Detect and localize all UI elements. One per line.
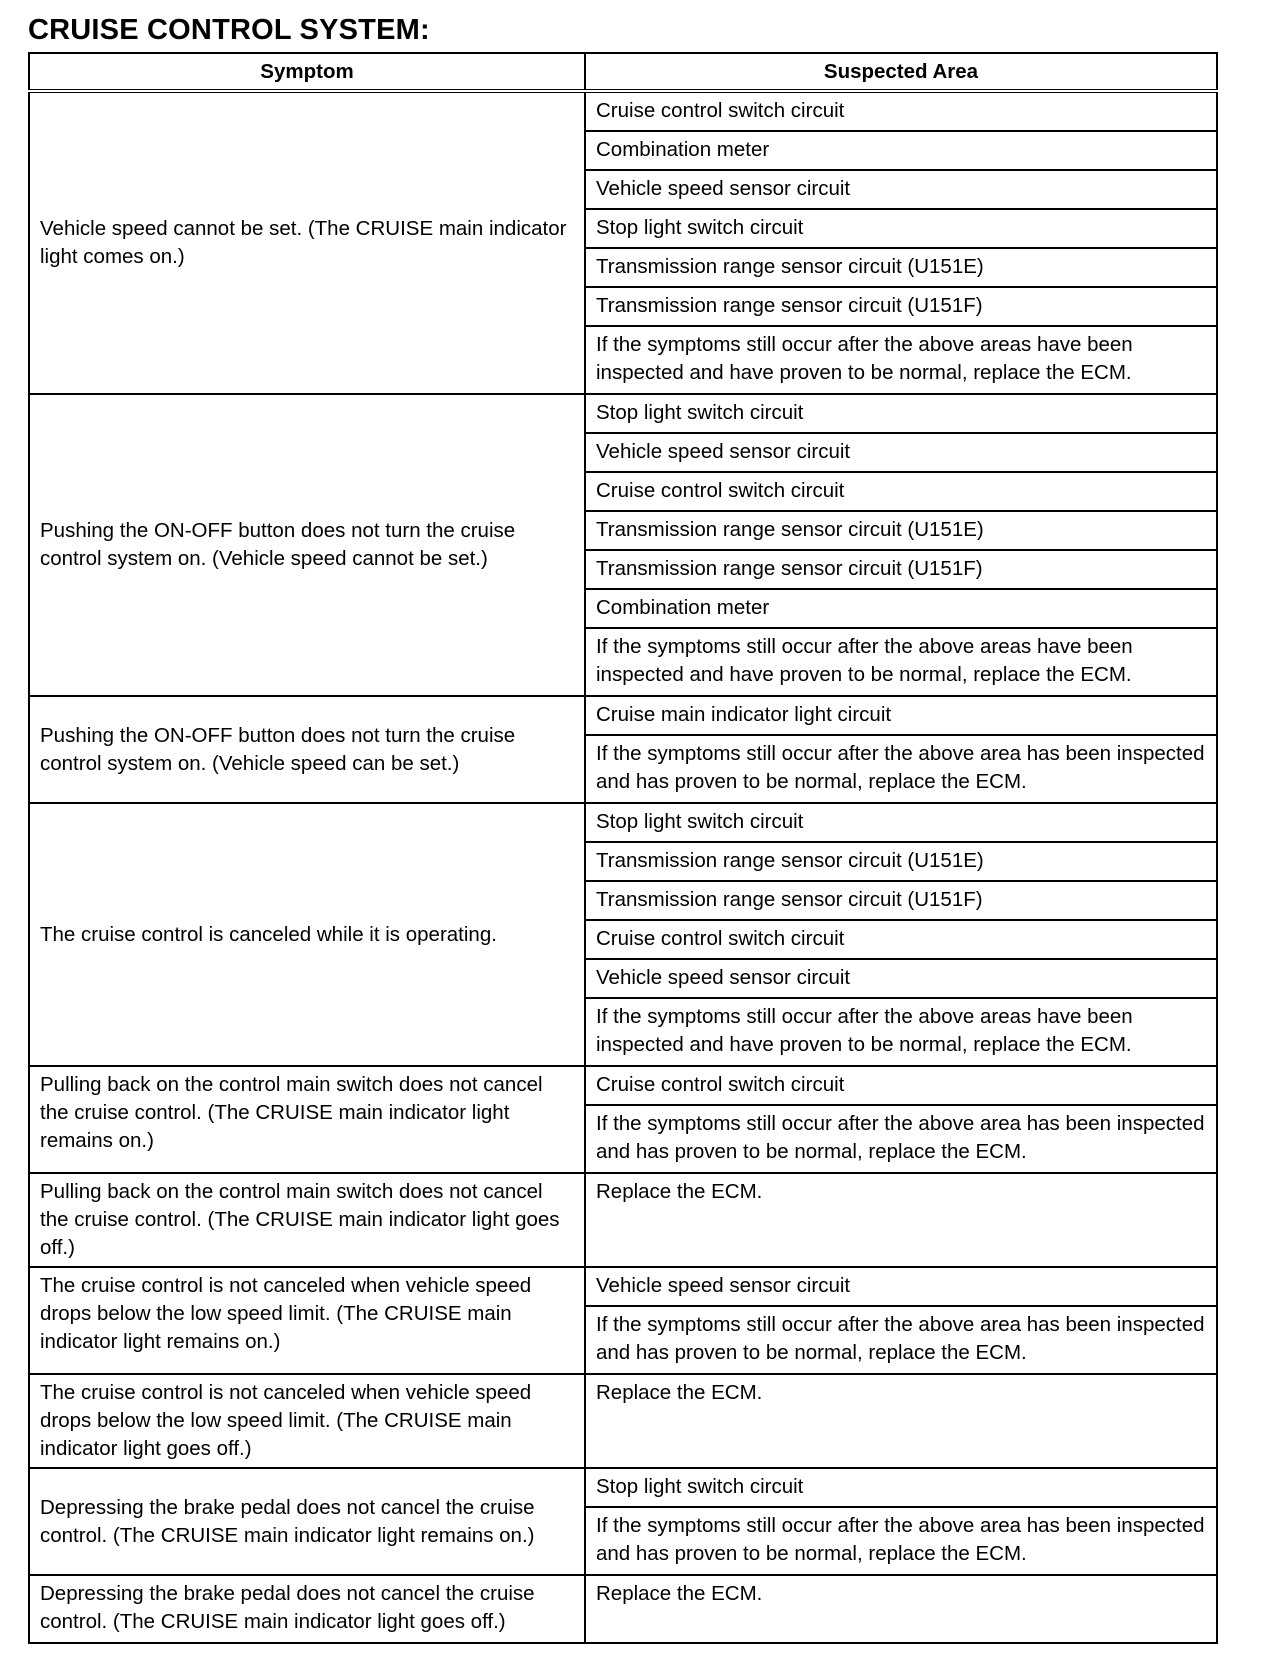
suspected-area-cell: If the symptoms still occur after the above area has been inspected and has proven to be normal, replace the ECM. bbox=[585, 1507, 1217, 1575]
suspected-area-cell: Cruise control switch circuit bbox=[585, 920, 1217, 959]
table-row bbox=[29, 696, 1217, 735]
suspected-area-cell: Replace the ECM. bbox=[585, 1575, 1217, 1643]
table-row bbox=[29, 1267, 1217, 1306]
symptom-table bbox=[28, 52, 1218, 1644]
column-header-suspected-area: Suspected Area bbox=[585, 53, 1217, 91]
symptom-cell: Vehicle speed cannot be set. (The CRUISE main indicator light comes on.) bbox=[29, 91, 585, 394]
suspected-area-cell: If the symptoms still occur after the above area has been inspected and has proven to be normal, replace the ECM. bbox=[585, 735, 1217, 803]
suspected-area-cell: Transmission range sensor circuit (U151E) bbox=[585, 248, 1217, 287]
table-row bbox=[29, 394, 1217, 433]
symptom-cell: Pushing the ON-OFF button does not turn the cruise control system on. (Vehicle speed can be set.) bbox=[29, 696, 585, 803]
symptom-cell: Pushing the ON-OFF button does not turn the cruise control system on. (Vehicle speed cannot be set.) bbox=[29, 394, 585, 696]
suspected-area-cell: Cruise control switch circuit bbox=[585, 472, 1217, 511]
table-row bbox=[29, 1468, 1217, 1507]
suspected-area-cell: Cruise main indicator light circuit bbox=[585, 696, 1217, 735]
table-row bbox=[29, 1066, 1217, 1105]
suspected-area-cell: If the symptoms still occur after the above area has been inspected and has proven to be normal, replace the ECM. bbox=[585, 1105, 1217, 1173]
suspected-area-cell: Stop light switch circuit bbox=[585, 1468, 1217, 1507]
suspected-area-cell: Replace the ECM. bbox=[585, 1173, 1217, 1267]
symptom-cell: The cruise control is canceled while it is operating. bbox=[29, 803, 585, 1066]
suspected-area-cell: Transmission range sensor circuit (U151F) bbox=[585, 550, 1217, 589]
table-row bbox=[29, 803, 1217, 842]
suspected-area-cell: Stop light switch circuit bbox=[585, 803, 1217, 842]
symptom-cell: Depressing the brake pedal does not cancel the cruise control. (The CRUISE main indicator light goes off.) bbox=[29, 1575, 585, 1643]
suspected-area-cell: Cruise control switch circuit bbox=[585, 1066, 1217, 1105]
page-title: CRUISE CONTROL SYSTEM: bbox=[28, 14, 430, 46]
suspected-area-cell: Vehicle speed sensor circuit bbox=[585, 433, 1217, 472]
suspected-area-cell: Transmission range sensor circuit (U151E) bbox=[585, 842, 1217, 881]
table-header-row bbox=[29, 53, 1217, 91]
symptom-cell: Depressing the brake pedal does not cancel the cruise control. (The CRUISE main indicator light remains on.) bbox=[29, 1468, 585, 1575]
suspected-area-cell: Replace the ECM. bbox=[585, 1374, 1217, 1468]
table-body bbox=[29, 91, 1217, 1643]
symptom-cell: The cruise control is not canceled when vehicle speed drops below the low speed limit. (The CRUISE main indicator light remains on.) bbox=[29, 1267, 585, 1374]
symptom-cell: Pulling back on the control main switch does not cancel the cruise control. (The CRUISE main indicator light remains on.) bbox=[29, 1066, 585, 1173]
suspected-area-cell: Stop light switch circuit bbox=[585, 394, 1217, 433]
suspected-area-cell: Cruise control switch circuit bbox=[585, 91, 1217, 131]
table-row bbox=[29, 1173, 1217, 1267]
table-row bbox=[29, 91, 1217, 131]
suspected-area-cell: Transmission range sensor circuit (U151F) bbox=[585, 287, 1217, 326]
suspected-area-cell: Vehicle speed sensor circuit bbox=[585, 1267, 1217, 1306]
table-row bbox=[29, 1575, 1217, 1643]
suspected-area-cell: Transmission range sensor circuit (U151F) bbox=[585, 881, 1217, 920]
suspected-area-cell: If the symptoms still occur after the above areas have been inspected and have proven to be normal, replace the ECM. bbox=[585, 326, 1217, 394]
symptom-cell: The cruise control is not canceled when vehicle speed drops below the low speed limit. (The CRUISE main indicator light goes off.) bbox=[29, 1374, 585, 1468]
suspected-area-cell: Vehicle speed sensor circuit bbox=[585, 959, 1217, 998]
suspected-area-cell: Combination meter bbox=[585, 131, 1217, 170]
column-header-symptom: Symptom bbox=[29, 53, 585, 91]
suspected-area-cell: If the symptoms still occur after the above area has been inspected and has proven to be normal, replace the ECM. bbox=[585, 1306, 1217, 1374]
table-row bbox=[29, 1374, 1217, 1468]
suspected-area-cell: Stop light switch circuit bbox=[585, 209, 1217, 248]
suspected-area-cell: If the symptoms still occur after the above areas have been inspected and have proven to be normal, replace the ECM. bbox=[585, 628, 1217, 696]
symptom-cell: Pulling back on the control main switch does not cancel the cruise control. (The CRUISE main indicator light goes off.) bbox=[29, 1173, 585, 1267]
suspected-area-cell: Vehicle speed sensor circuit bbox=[585, 170, 1217, 209]
suspected-area-cell: Combination meter bbox=[585, 589, 1217, 628]
suspected-area-cell: Transmission range sensor circuit (U151E) bbox=[585, 511, 1217, 550]
suspected-area-cell: If the symptoms still occur after the above areas have been inspected and have proven to be normal, replace the ECM. bbox=[585, 998, 1217, 1066]
